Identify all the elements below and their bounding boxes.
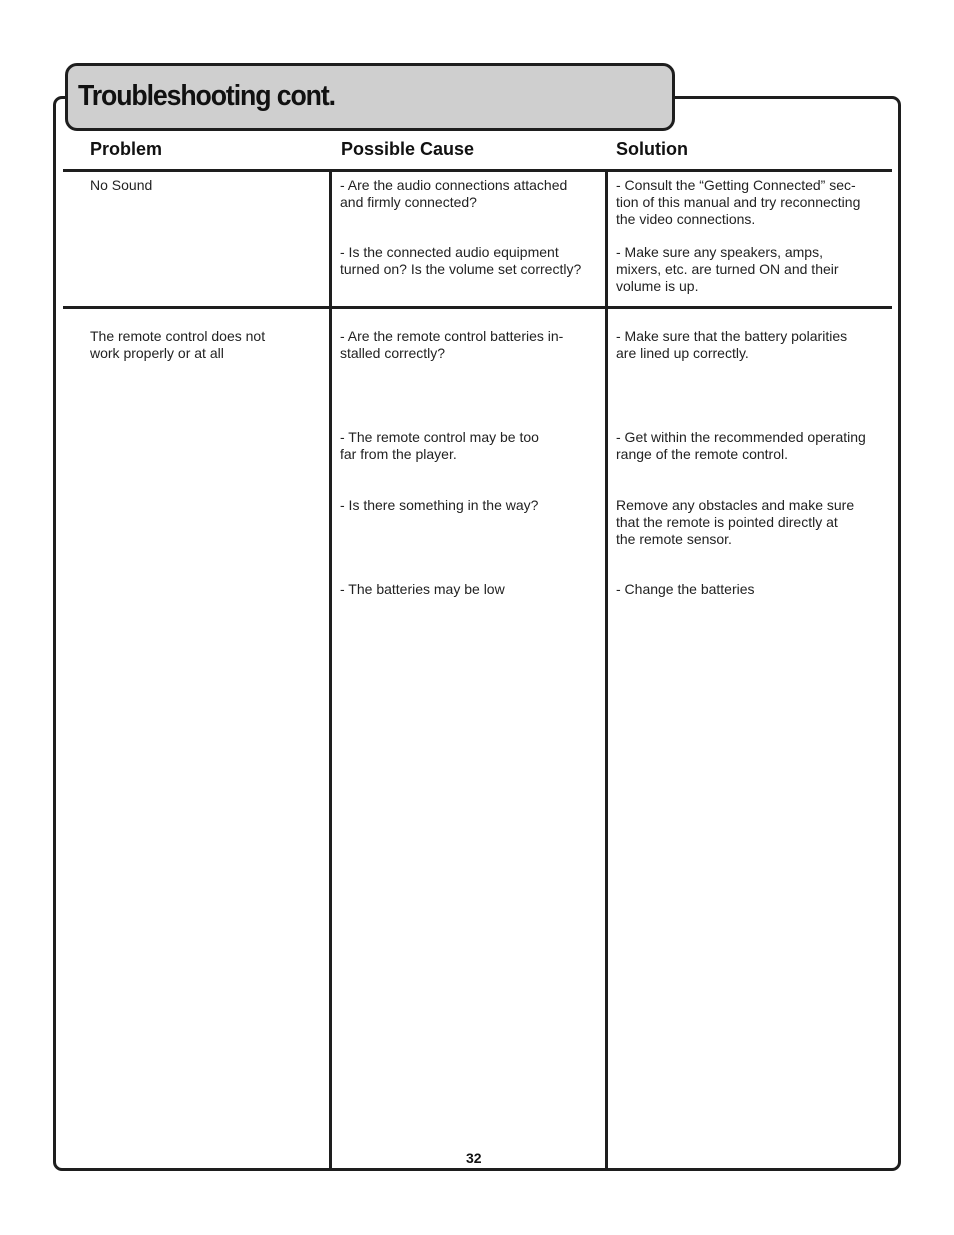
column-divider-solution [605,172,608,1168]
cause-cell: - Are the remote control batteries in- stalled correctly? [340,328,564,361]
solution-cell: - Consult the “Getting Connected” sec- tion of this manual and try reconnecting the video connections. [616,177,861,227]
cause-cell: - Are the audio connections attached and firmly connected? [340,177,568,210]
header-divider [63,169,892,172]
problem-cell: No Sound [90,177,153,193]
solution-cell: - Make sure any speakers, amps, mixers, etc. are turned ON and their volume is up. [616,244,839,294]
header-solution: Solution [616,139,688,159]
cause-cell: - Is the connected audio equipment turned on? Is the volume set correctly? [340,244,582,277]
solution-cell: - Change the batteries [616,581,755,597]
page-title: Troubleshooting cont. [78,80,335,112]
solution-cell: - Get within the recommended operating range of the remote control. [616,429,866,462]
column-divider-cause [329,172,332,1168]
row-divider [63,306,892,309]
problem-cell: The remote control does not work properly or at all [90,328,266,361]
solution-cell: - Make sure that the battery polarities are lined up correctly. [616,328,848,361]
header-problem: Problem [90,139,163,159]
cause-cell: - The remote control may be too far from the player. [340,429,539,462]
page-number: 32 [466,1150,482,1166]
solution-cell: Remove any obstacles and make sure that the remote is pointed directly at the remote sensor. [616,497,855,547]
cause-cell: - The batteries may be low [340,581,505,597]
title-banner [65,63,675,131]
header-possible-cause: Possible Cause [341,139,475,159]
cause-cell: - Is there something in the way? [340,497,539,513]
